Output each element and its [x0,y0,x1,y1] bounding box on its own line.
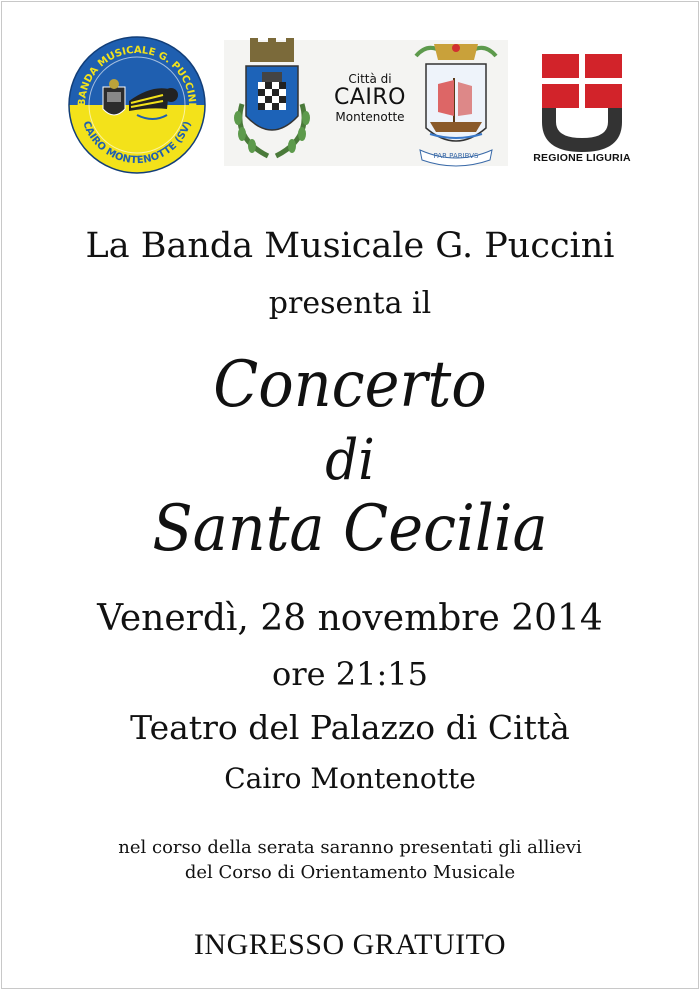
intro-line-1: La Banda Musicale G. Puccini [85,226,615,266]
event-time: ore 21:15 [272,655,428,693]
event-date: Venerdì, 28 novembre 2014 [97,598,603,639]
cairo-wordmark [325,72,415,124]
cairo-crest-icon [228,38,316,166]
event-venue: Teatro del Palazzo di Città [130,708,570,747]
logo-strip [2,2,698,192]
title-line-2: di [325,428,375,493]
intro-line-2: presenta il [268,286,432,321]
poster [1,1,699,989]
ship-motto: PAR PARIBVS [433,152,479,160]
cairo-sub: Montenotte [335,110,405,124]
banda-top-text: BANDA MUSICALE G. PUCCINI [76,44,198,107]
cairo-name: CAIRO [333,85,406,110]
event-city: Cairo Montenotte [224,762,476,795]
note-line-1: nel corso della serata saranno presentati gli allievi [118,837,582,858]
title-line-3: Santa Cecilia [152,492,548,566]
banda-musicale-logo [67,35,207,175]
regione-liguria-label: REGIONE LIGURIA [533,152,631,164]
cairo-citta-label: Città di [348,72,392,86]
banda-bottom-text: CAIRO MONTENOTTE (SV) [80,119,194,167]
admission-free: INGRESSO GRATUITO [193,928,507,961]
title-line-1: Concerto [213,348,487,422]
ship-crest-icon [408,38,504,168]
note-line-2: del Corso di Orientamento Musicale [184,862,516,883]
